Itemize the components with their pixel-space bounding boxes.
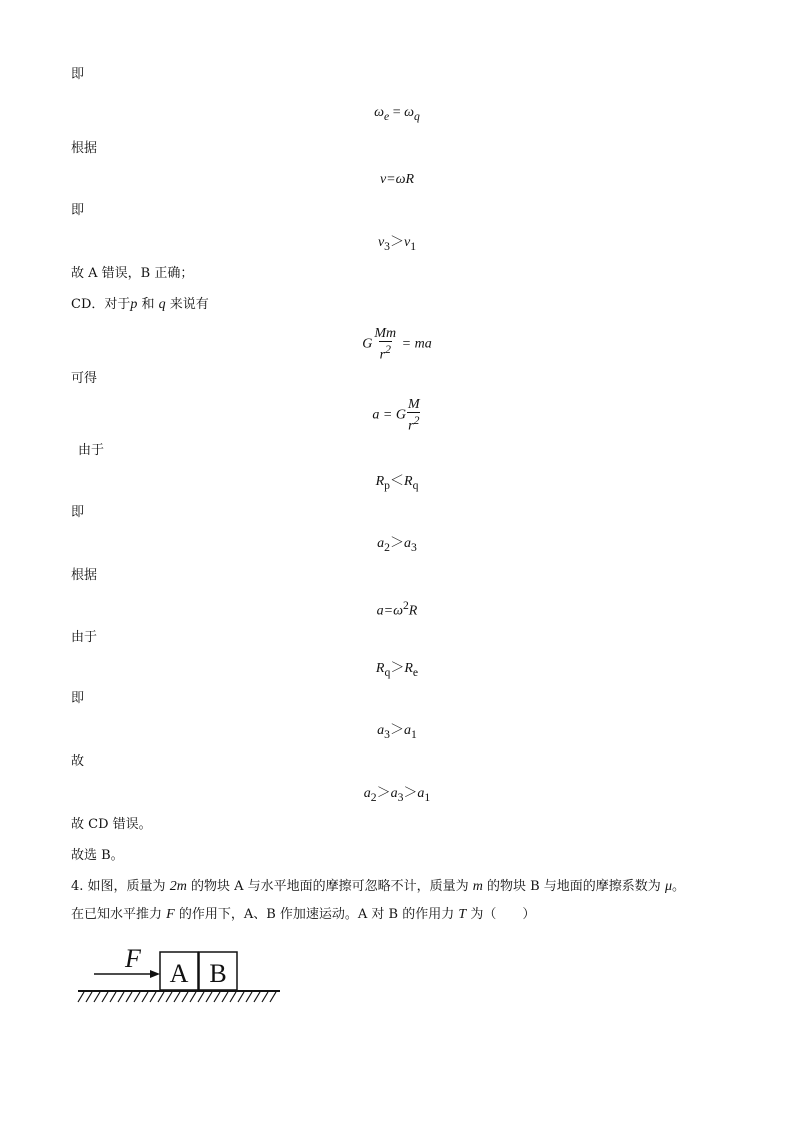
- step-text: 可得: [71, 371, 98, 386]
- equation-v-omega-r: v=ωR: [379, 172, 415, 187]
- step-text: 由于: [71, 630, 98, 645]
- equation-a-gm-r2: a = G $\frac{M}{r^2}$: [372, 397, 420, 434]
- equation-rp-lt-rq: $R_p<R_q$: [375, 474, 419, 492]
- question-4: 4. 如图，质量为 2m 的物块 A 与水平地面的摩擦可忽略不计，质量为 m 的物块 B 与地面的摩擦系数为 μ。 在已知水平推力 F 的作用下，A、B 作加速运动。A 对 B 的作用力 T 为（ ）: [71, 879, 685, 922]
- answer-text: 故选 B。: [71, 848, 124, 863]
- step-text: 根据: [71, 141, 98, 156]
- block-b-label: B: [209, 959, 227, 988]
- equation-a2-gt-a3: $a_2>a_3$: [377, 536, 417, 554]
- force-label: F: [125, 944, 141, 973]
- step-text: 故 CD 错误。: [71, 817, 152, 832]
- equation-omega-equal: $\omega_e = \omega_q$: [374, 105, 420, 123]
- step-text: 即: [71, 203, 85, 218]
- step-text-cd: CD．对于p 和 q 来说有: [71, 297, 209, 312]
- ground-hatching: [78, 992, 276, 1002]
- question-number: 4.: [71, 879, 88, 894]
- equation-a-omega2-r: $a=\omega^2R$: [376, 599, 418, 619]
- step-text: 故: [71, 754, 85, 769]
- step-text: 由于: [78, 443, 105, 458]
- step-text: 根据: [71, 568, 98, 583]
- block-a-label: A: [169, 959, 189, 988]
- step-text: 即: [71, 691, 85, 706]
- equation-v3-gt-v1: $v_3>v_1$: [377, 235, 417, 253]
- equation-rq-gt-re: $R_q>R_e$: [375, 661, 419, 679]
- blocks-figure: [70, 940, 290, 1012]
- equation-gravitation: G $\frac{Mm}{r^2}$ = ma: [362, 326, 432, 363]
- step-text: 故 A 错误，B 正确；: [71, 266, 194, 281]
- force-arrow-head: [150, 970, 160, 978]
- step-text: 即: [71, 505, 85, 520]
- step-text: 即: [71, 67, 85, 82]
- equation-a3-gt-a1: $a_3>a_1$: [377, 723, 417, 741]
- equation-a2-a3-a1: $a_2>a_3>a_1$: [363, 786, 431, 804]
